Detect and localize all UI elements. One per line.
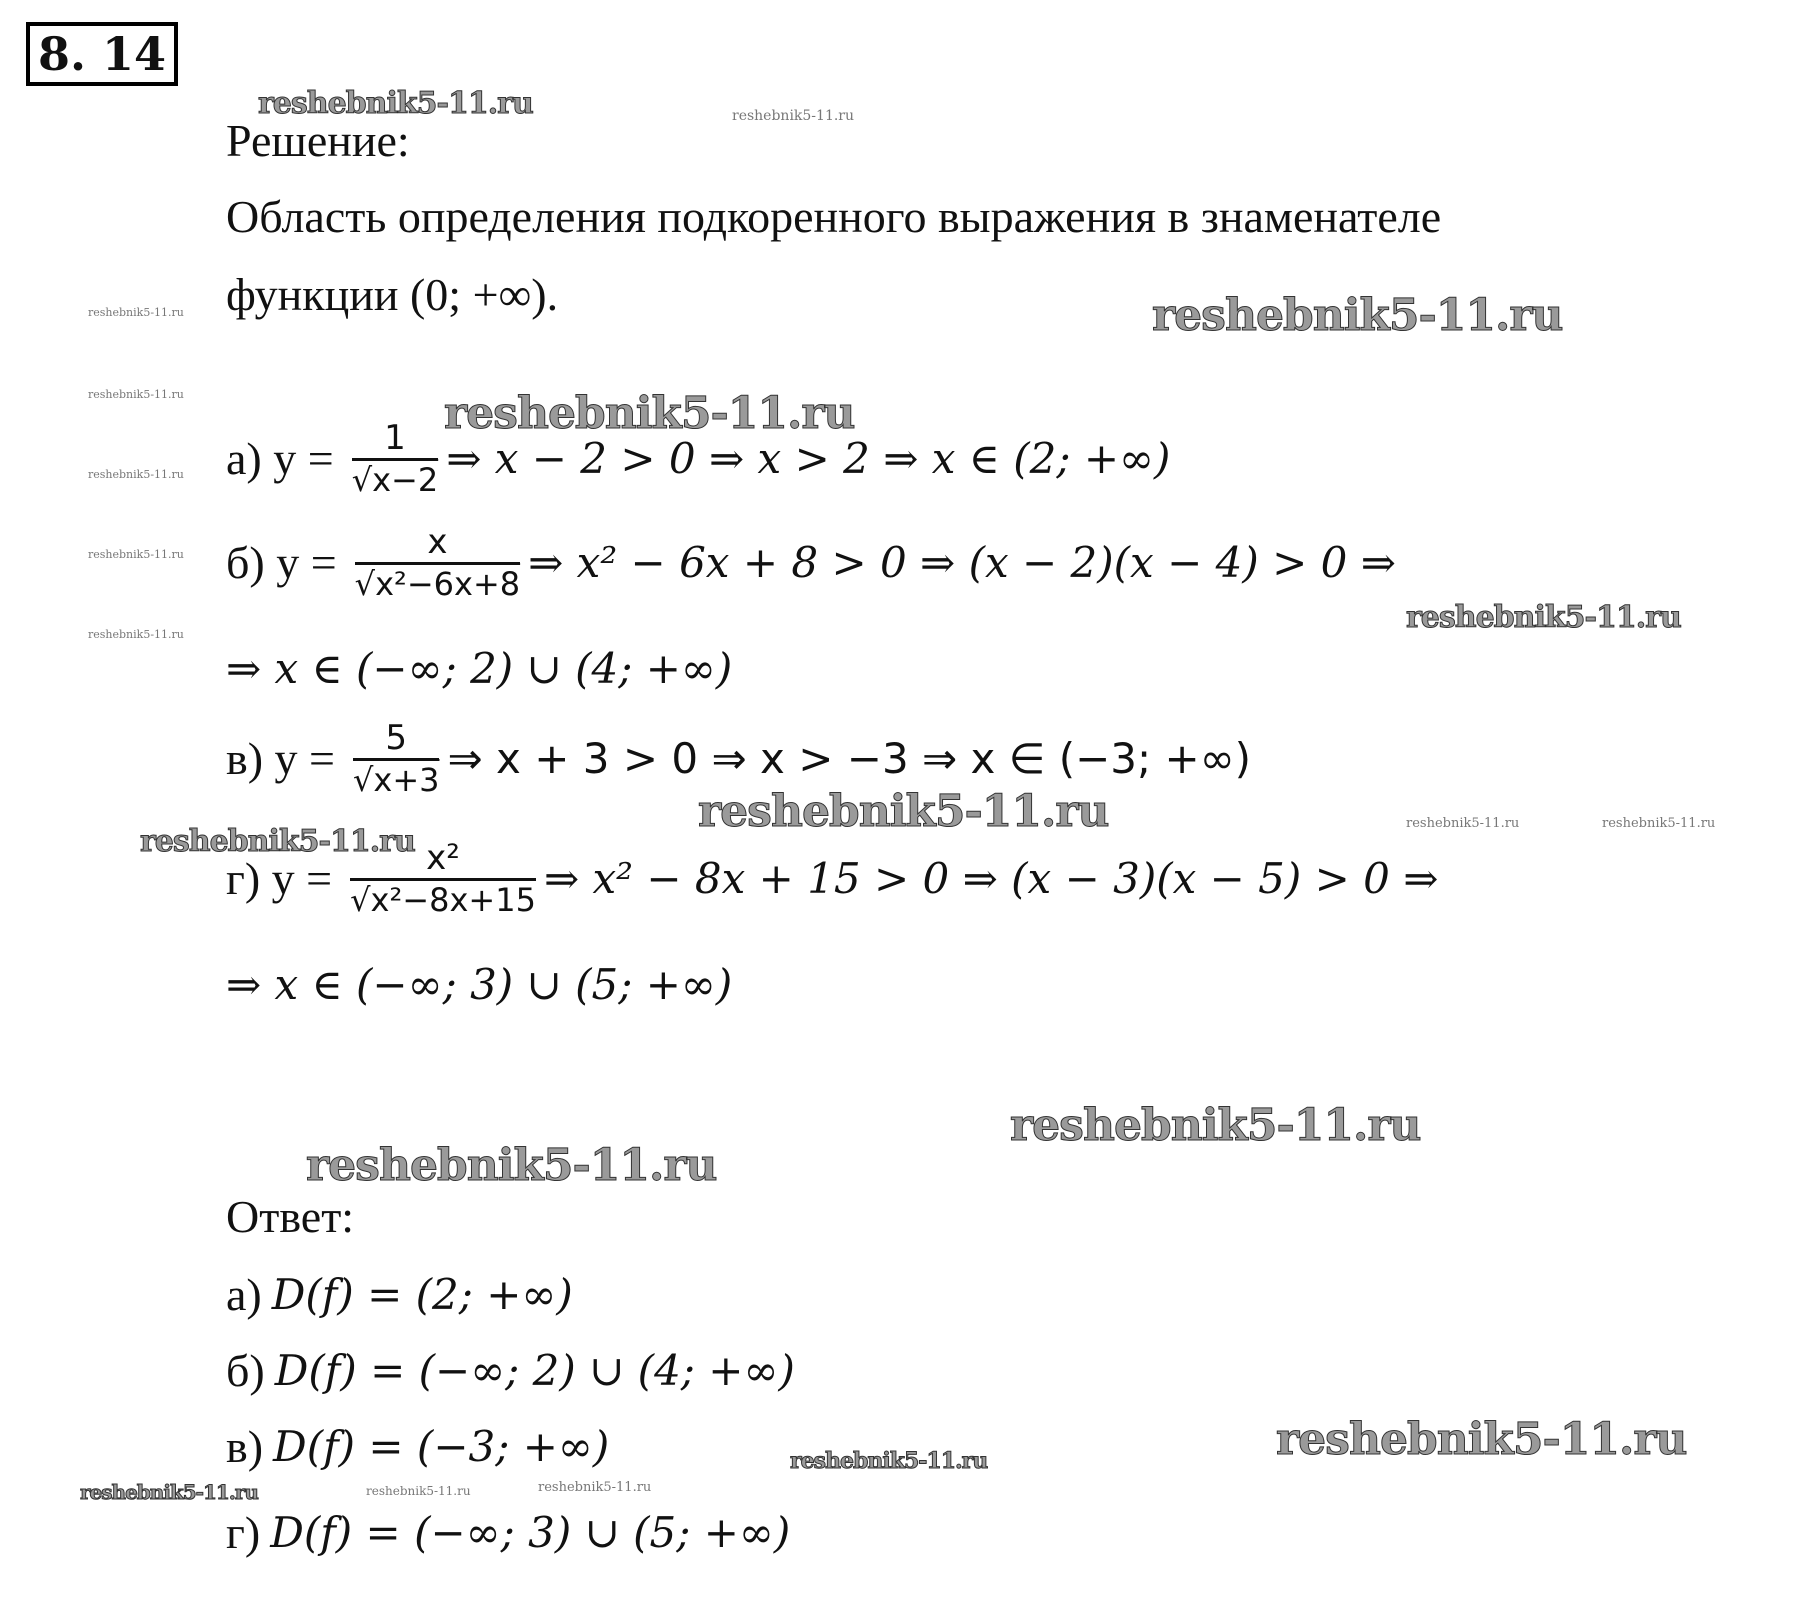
intro-line-2: функции (0; +∞).: [226, 269, 559, 320]
solution-heading: Решение:: [226, 115, 410, 166]
answer-v: [226, 1420, 609, 1473]
part-g-solution: ⇒ x² − 8x + 15 > 0 ⇒ (x − 3)(x − 5) > 0 ⇒: [543, 854, 1439, 903]
part-a-denominator: x−2: [372, 461, 439, 499]
part-b-label: б) y =: [226, 537, 337, 588]
sqrt-icon: √: [350, 881, 371, 919]
watermark: reshebnik5-11.ru: [88, 388, 184, 401]
sqrt-icon: √: [354, 565, 376, 603]
part-a-solution: ⇒ x − 2 > 0 ⇒ x > 2 ⇒ x ∈ (2; +∞): [446, 434, 1171, 483]
watermark: reshebnik5-11.ru: [88, 306, 184, 319]
watermark: reshebnik5-11.ru: [790, 1448, 988, 1474]
part-b-numerator: x: [427, 522, 448, 562]
problem-number: 8. 14: [26, 22, 178, 86]
part-b-solution: ⇒ x² − 6x + 8 > 0 ⇒ (x − 2)(x − 4) > 0 ⇒: [528, 538, 1396, 587]
answer-a: [226, 1268, 573, 1321]
watermark: reshebnik5-11.ru: [258, 86, 533, 121]
watermark: reshebnik5-11.ru: [80, 1480, 258, 1504]
part-g: [226, 838, 1438, 919]
intro-line-1: Область определения подкоренного выражения в знаменателе: [226, 191, 1442, 242]
part-g-numerator: x²: [426, 838, 460, 878]
watermark: reshebnik5-11.ru: [698, 786, 1109, 837]
part-b-denominator: x²−6x+8: [375, 565, 521, 603]
answer-b-expr: D(f) = (−∞; 2) ∪ (4; +∞): [274, 1346, 795, 1395]
answer-a-label: а): [226, 1269, 262, 1320]
watermark: reshebnik5-11.ru: [306, 1140, 717, 1191]
answer-a-expr: D(f) = (2; +∞): [271, 1270, 573, 1319]
part-v-fraction: [353, 718, 440, 799]
answer-g-label: г): [226, 1507, 261, 1558]
part-v: [226, 718, 1251, 799]
part-g-continuation: ⇒ x ∈ (−∞; 3) ∪ (5; +∞): [226, 960, 733, 1009]
answer-g: [226, 1506, 790, 1559]
answer-g-expr: D(f) = (−∞; 3) ∪ (5; +∞): [270, 1508, 791, 1557]
part-g-fraction: [350, 838, 536, 919]
part-b-fraction: [355, 522, 520, 603]
part-b-continuation: ⇒ x ∈ (−∞; 2) ∪ (4; +∞): [226, 644, 733, 693]
answer-v-label: в): [226, 1421, 264, 1472]
watermark: reshebnik5-11.ru: [88, 468, 184, 481]
watermark: reshebnik5-11.ru: [1010, 1100, 1421, 1151]
watermark: reshebnik5-11.ru: [140, 824, 415, 859]
answer-v-expr: D(f) = (−3; +∞): [273, 1422, 610, 1471]
part-g-label: г) y =: [226, 853, 333, 904]
watermark: reshebnik5-11.ru: [1276, 1414, 1687, 1465]
watermark: reshebnik5-11.ru: [1406, 816, 1520, 831]
answer-heading: Ответ:: [226, 1191, 355, 1242]
part-a-fraction: [352, 418, 439, 499]
part-g-denominator: x²−8x+15: [370, 881, 536, 919]
watermark: reshebnik5-11.ru: [732, 108, 855, 124]
answer-b-label: б): [226, 1345, 265, 1396]
part-v-denominator: x+3: [373, 761, 440, 799]
watermark: reshebnik5-11.ru: [538, 1480, 652, 1495]
watermark: reshebnik5-11.ru: [366, 1484, 471, 1498]
part-a-label: а) y =: [226, 433, 334, 484]
watermark: reshebnik5-11.ru: [1602, 816, 1716, 831]
watermark: reshebnik5-11.ru: [88, 628, 184, 641]
sqrt-icon: √: [351, 461, 373, 499]
part-a: [226, 418, 1170, 499]
watermark: reshebnik5-11.ru: [1406, 600, 1681, 635]
watermark: reshebnik5-11.ru: [88, 548, 184, 561]
watermark: reshebnik5-11.ru: [1152, 290, 1563, 341]
part-v-label: в) y =: [226, 733, 335, 784]
sqrt-icon: √: [352, 761, 374, 799]
part-v-numerator: 5: [385, 718, 408, 758]
part-b: [226, 522, 1396, 603]
answer-b: [226, 1344, 795, 1397]
part-v-solution: ⇒ x + 3 > 0 ⇒ x > −3 ⇒ x ∈ (−3; +∞): [447, 734, 1252, 783]
watermark: reshebnik5-11.ru: [444, 388, 855, 439]
part-a-numerator: 1: [384, 418, 406, 458]
